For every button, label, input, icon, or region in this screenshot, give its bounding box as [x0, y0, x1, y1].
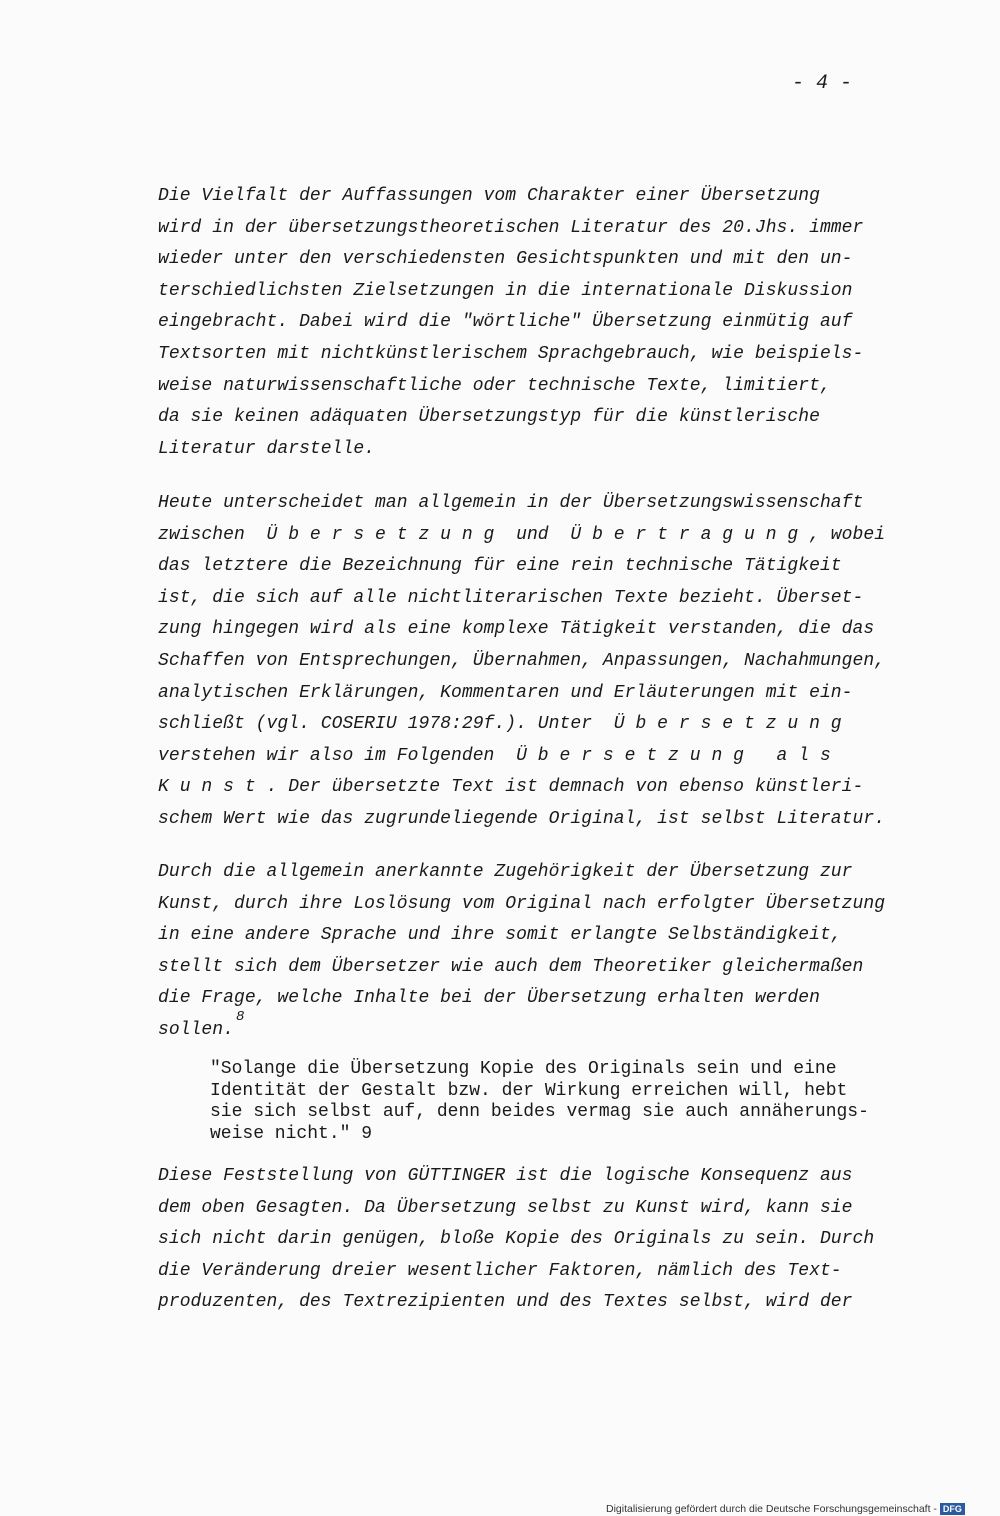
- text-line: Heute unterscheidet man allgemein in der Übersetzungswissenschaft: [158, 493, 864, 513]
- footer-text: Digitalisierung gefördert durch die Deutsche Forschungsgemeinschaft -: [606, 1503, 937, 1515]
- text-line: Die Vielfalt der Auffassungen vom Charakter einer Übersetzung: [158, 186, 820, 206]
- text-line: verstehen wir also im Folgenden Ü b e r s e t z u n g a l s: [158, 745, 831, 766]
- text-line: dem oben Gesagten. Da Übersetzung selbst zu Kunst wird, kann sie: [158, 1197, 853, 1218]
- text-line: das letztere die Bezeichnung für eine rein technische Tätigkeit: [158, 556, 842, 577]
- text-line: K u n s t . Der übersetzte Text ist demnach von ebenso künstleri-: [158, 777, 864, 798]
- text-line: in eine andere Sprache und ihre somit erlangte Selbständigkeit,: [158, 925, 842, 946]
- text-line: Textsorten mit nichtkünstlerischem Sprachgebrauch, wie beispiels-: [158, 343, 864, 364]
- text-line: eingebracht. Dabei wird die "wörtliche" Übersetzung einmütig auf: [158, 312, 853, 333]
- text-line: die Frage, welche Inhalte bei der Übersetzung erhalten werden: [158, 988, 820, 1009]
- text-line: Literatur darstelle.: [158, 438, 376, 459]
- text-line: sich nicht darin genügen, bloße Kopie des Originals zu sein. Durch: [158, 1229, 875, 1250]
- block-quote: [210, 1059, 870, 1145]
- text-line: terschiedlichsten Zielsetzungen in die internationale Diskussion: [158, 280, 853, 301]
- quote-line: sie sich selbst auf, denn beides vermag sie auch annäherungs-: [210, 1102, 869, 1123]
- quote-line: Identität der Gestalt bzw. der Wirkung erreichen will, hebt: [210, 1080, 848, 1101]
- text-line: da sie keinen adäquaten Übersetzungstyp für die künstlerische: [158, 407, 820, 428]
- text-line: zung hingegen wird als eine komplexe Tätigkeit verstanden, die das: [158, 619, 875, 640]
- dfg-logo: DFG: [940, 1503, 965, 1515]
- footnote-marker: 8: [235, 1008, 245, 1025]
- quote-line: "Solange die Übersetzung Kopie des Originals sein und eine: [210, 1059, 837, 1079]
- paragraph-4: [158, 1161, 888, 1319]
- text-line: Schaffen von Entsprechungen, Übernahmen, Anpassungen, Nachahmungen,: [158, 650, 886, 671]
- text-line: weise naturwissenschaftliche oder technische Texte, limitiert,: [158, 375, 831, 396]
- paragraph-2: [158, 488, 888, 836]
- text-line: wieder unter den verschiedensten Gesichtspunkten und mit den un-: [158, 249, 853, 270]
- digitization-footer: [606, 1503, 965, 1516]
- text-line: Durch die allgemein anerkannte Zugehörigkeit der Übersetzung zur: [158, 862, 853, 882]
- text-line: schem Wert wie das zugrundeliegende Original, ist selbst Literatur.: [158, 808, 886, 829]
- page-number: - 4 -: [792, 72, 853, 95]
- text-line: schließt (vgl. COSERIU 1978:29f.). Unter Ü b e r s e t z u n g: [158, 714, 842, 735]
- text-line-content: sollen.: [158, 1019, 234, 1040]
- quote-line: weise nicht." 9: [210, 1123, 373, 1144]
- text-line: Kunst, durch ihre Loslösung vom Original nach erfolgter Übersetzung: [158, 893, 886, 914]
- text-line: ist, die sich auf alle nichtliterarischen Texte bezieht. Überset-: [158, 587, 864, 608]
- text-line: die Veränderung dreier wesentlicher Faktoren, nämlich des Text-: [158, 1260, 842, 1281]
- text-line: [158, 1008, 888, 1048]
- paragraph-1: [158, 181, 888, 465]
- text-line: produzenten, des Textrezipienten und des Textes selbst, wird der: [158, 1292, 853, 1313]
- text-line: wird in der übersetzungstheoretischen Literatur des 20.Jhs. immer: [158, 217, 864, 238]
- text-line: zwischen Ü b e r s e t z u n g und Ü b e r t r a g u n g , wobei: [158, 524, 886, 545]
- text-line: stellt sich dem Übersetzer wie auch dem Theoretiker gleichermaßen: [158, 956, 864, 977]
- text-line: analytischen Erklärungen, Kommentaren und Erläuterungen mit ein-: [158, 682, 853, 703]
- text-line: Diese Feststellung von GÜTTINGER ist die logische Konsequenz aus: [158, 1166, 853, 1186]
- paragraph-3: [158, 857, 888, 1048]
